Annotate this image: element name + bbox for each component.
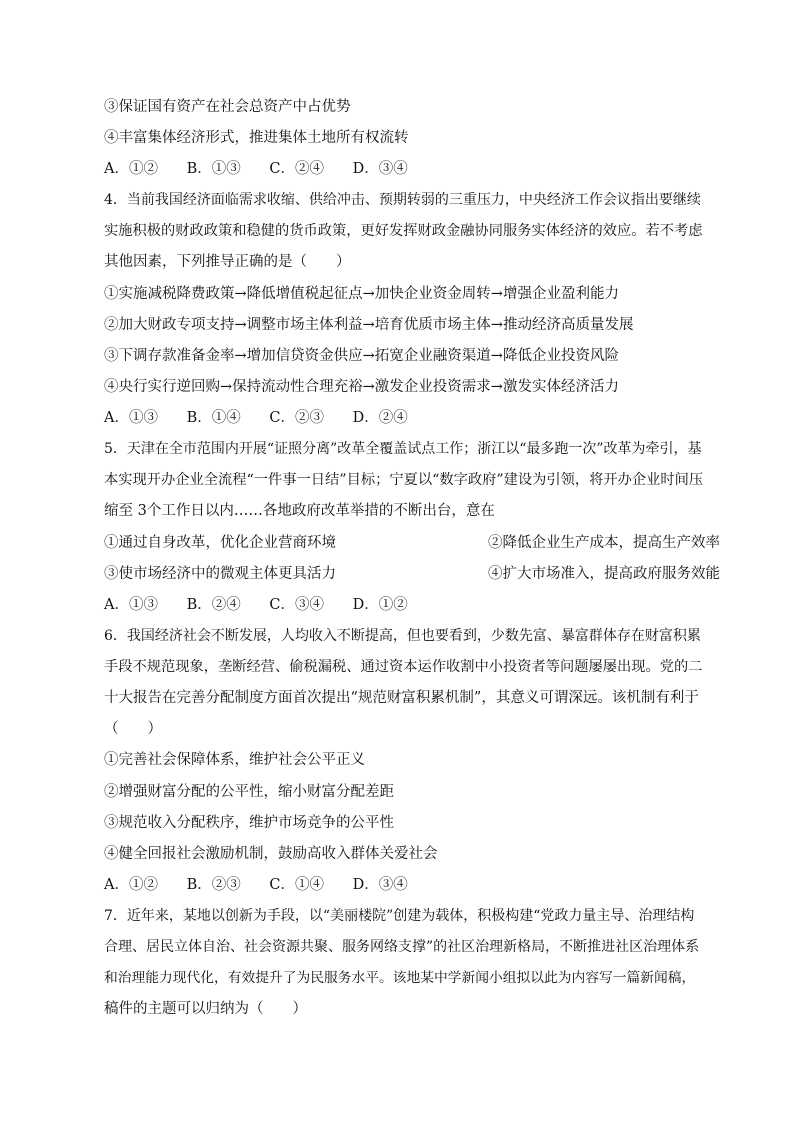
q6-stem-line-4: （ ） [104, 721, 162, 737]
q6-stem-line-1: 6．我国经济社会不断发展，人均收入不断提高，但也要看到，少数先富、暴富群体存在财富积累 [104, 628, 701, 644]
q3-option-c: C．②④ [269, 161, 324, 177]
q6-option-a: A．①② [104, 877, 158, 893]
q3-option-b: B．①③ [186, 161, 241, 177]
q5-choice-1: ①通过自身改革，优化企业营商环境 [104, 535, 336, 551]
q4-option-b: B．①④ [186, 410, 241, 426]
q4-stem-line-1: 4．当前我国经济面临需求收缩、供给冲击、预期转弱的三重压力，中央经济工作会议指出要继续 [104, 192, 701, 208]
q4-option-d: D．②④ [352, 410, 408, 426]
q5-option-a: A．①③ [104, 597, 158, 613]
q4-answer-options [104, 408, 704, 428]
q7-stem-line-4: 稿件的主题可以归纳为（ ） [104, 1001, 307, 1017]
q5-option-b: B．②④ [186, 597, 241, 613]
q4-option-c: C．②③ [269, 410, 324, 426]
q6-choice-1: ①完善社会保障体系，维护社会公平正义 [104, 752, 365, 768]
q5-choice-3: ③使市场经济中的微观主体更具活力 [104, 566, 336, 582]
q6-stem-line-2: 手段不规范现象，垄断经营、偷税漏税、通过资本运作收割中小投资者等问题屡屡出现。党的二 [104, 659, 703, 675]
q7-stem-line-2: 合理、居民立体自治、社会资源共聚、服务网络支撑”的社区治理新格局，不断推进社区治理体系 [104, 939, 700, 955]
q3-option-d: D．③④ [352, 161, 408, 177]
q5-option-d: D．①② [352, 597, 408, 613]
q4-choice-1: ①实施减税降费政策→降低增值税起征点→加快企业资金周转→增强企业盈利能力 [104, 286, 619, 302]
q6-choice-4: ④健全回报社会激励机制，鼓励高收入群体关爱社会 [104, 846, 438, 862]
q3-choice-4: ④丰富集体经济形式，推进集体土地所有权流转 [104, 130, 409, 146]
q6-choice-3: ③规范收入分配秩序，维护市场竞争的公平性 [104, 815, 394, 831]
q6-option-c: C．①④ [269, 877, 324, 893]
q4-option-a: A．①③ [104, 410, 158, 426]
q6-choice-2: ②增强财富分配的公平性，缩小财富分配差距 [104, 784, 394, 800]
q5-answer-options [104, 595, 704, 615]
q6-answer-options [104, 875, 704, 895]
q5-choices-row-1 [104, 533, 720, 553]
q3-answer-options [104, 159, 704, 179]
q4-choice-4: ④央行实行逆回购→保持流动性合理充裕→激发企业投资需求→激发实体经济活力 [104, 379, 619, 395]
q5-stem-line-3: 缩至 3个工作日以内……各地政府改革举措的不断出台，意在 [104, 503, 495, 519]
q6-option-b: B．②③ [186, 877, 241, 893]
q5-choices-row-2 [104, 564, 720, 584]
q5-stem-line-2: 本实现开办企业全流程“一件事一日结”目标；宁夏以“数字政府”建设为引领，将开办企业时间压 [104, 472, 704, 488]
q4-stem-line-3: 其他因素，下列推导正确的是（ ） [104, 254, 351, 270]
q6-stem-line-3: 十大报告在完善分配制度方面首次提出“规范财富积累机制”，其意义可谓深远。该机制有利于 [104, 690, 699, 706]
q4-choice-2: ②加大财政专项支持→调整市场主体利益→培育优质市场主体→推动经济高质量发展 [104, 317, 634, 333]
q3-option-a: A．①② [104, 161, 158, 177]
q7-stem-line-1: 7．近年来，某地以创新为手段，以“美丽楼院”创建为载体，积极构建“党政力量主导、治理结构 [104, 908, 695, 924]
q5-option-c: C．③④ [269, 597, 324, 613]
q5-choice-2: ②降低企业生产成本，提高生产效率 [488, 535, 720, 551]
q7-stem-line-3: 和治理能力现代化，有效提升了为民服务水平。该地某中学新闻小组拟以此为内容写一篇新闻稿， [104, 970, 696, 986]
q5-choice-4: ④扩大市场准入，提高政府服务效能 [488, 566, 720, 582]
q5-stem-line-1: 5．天津在全市范围内开展“证照分离”改革全覆盖试点工作；浙江以“最多跑一次”改革为牵引，基 [104, 441, 702, 457]
q6-option-d: D．③④ [352, 877, 408, 893]
q4-stem-line-2: 实施积极的财政政策和稳健的货币政策，更好发挥财政金融协同服务实体经济的效应。若不考虑 [104, 223, 703, 239]
q4-choice-3: ③下调存款准备金率→增加信贷资金供应→拓宽企业融资渠道→降低企业投资风险 [104, 348, 619, 364]
q3-choice-3: ③保证国有资产在社会总资产中占优势 [104, 99, 351, 115]
